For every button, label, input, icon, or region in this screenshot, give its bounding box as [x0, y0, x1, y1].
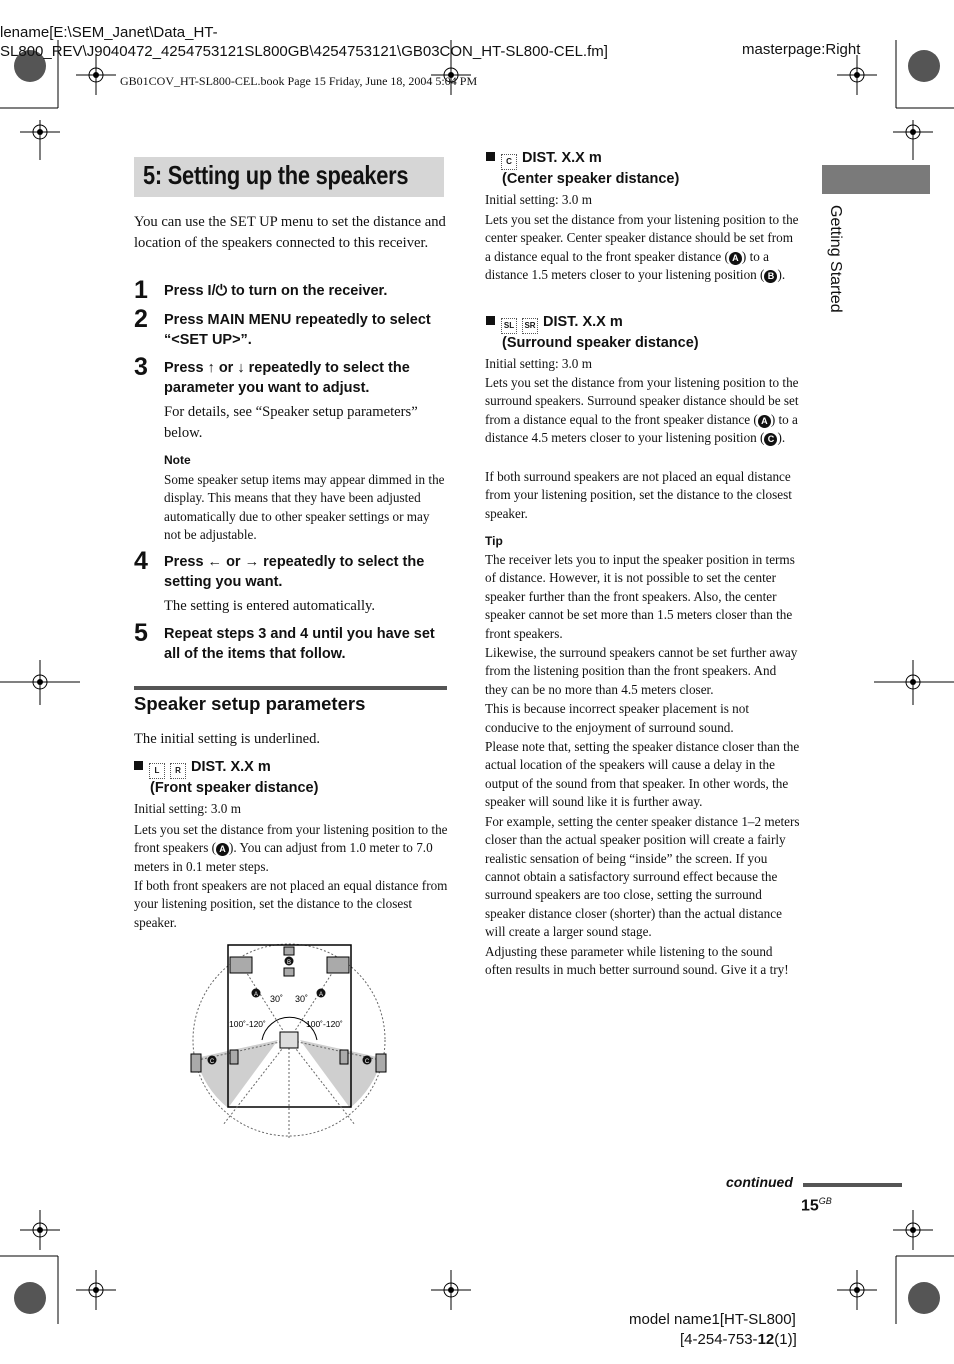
tip-para: This is because incorrect speaker placement is not conducive to the enjoyment of surround sound.: [485, 701, 750, 735]
front-heading: [134, 758, 449, 798]
speaker-placement-diagram: [188, 940, 393, 1145]
masterpage-label: masterpage:Right: [742, 41, 861, 58]
front-left-speaker-icon: L: [149, 763, 165, 779]
params-intro: The initial setting is underlined.: [134, 731, 321, 747]
angle-left-label: 30˚: [270, 994, 284, 1004]
marker-a-icon: A: [758, 415, 771, 428]
step-4-detail: The setting is entered automatically.: [164, 598, 375, 614]
diagram-marker-a-right: A: [318, 992, 324, 998]
surround-text-b: ) to a distance 4.5 meters closer to your listening position (: [485, 411, 798, 446]
surround-text: [485, 374, 800, 448]
section-rule: [134, 686, 447, 690]
params-section-title: Speaker setup parameters: [134, 693, 366, 714]
bullet-square-icon: [486, 316, 495, 325]
marker-b-icon: B: [764, 270, 777, 283]
sidebar-label: Getting Started: [827, 205, 844, 313]
range-left-label: 100˚-120˚: [229, 1019, 266, 1029]
front-subtitle: (Front speaker distance): [150, 780, 319, 796]
bullet-square-icon: [134, 761, 143, 770]
center-heading: [486, 149, 801, 189]
center-text-c: ).: [777, 267, 786, 283]
step-5-text: Repeat steps 3 and 4 until you have set all of the items that follow.: [164, 626, 435, 662]
surround-right-speaker-icon: SR: [522, 318, 538, 334]
marker-c-icon: C: [764, 433, 777, 446]
front-text-2: If both front speakers are not placed an equal distance from your listening position, set the distance to the closest speaker.: [134, 878, 448, 930]
model-code: [680, 1331, 797, 1348]
book-info: GB01COV_HT-SL800-CEL.book Page 15 Friday, June 18, 2004 5:04 PM: [120, 74, 478, 88]
filename-line-1: lename[E:\SEM_Janet\Data_HT-: [0, 24, 218, 41]
model-code-c: (1)]: [774, 1331, 797, 1348]
model-code-a: [4-254-753-: [680, 1331, 758, 1348]
center-text: [485, 211, 800, 285]
page-suffix: GB: [818, 1196, 832, 1206]
step-2-text: Press MAIN MENU repeatedly to select “<SET UP>”.: [164, 312, 431, 348]
step-2-number: 2: [134, 305, 148, 333]
center-subtitle: (Center speaker distance): [502, 171, 680, 187]
note-text: Some speaker setup items may appear dimmed in the display. This means that they have been adjusted automatically due to other speaker settings or may not be adjustable.: [164, 472, 445, 543]
front-text-1: [134, 821, 449, 876]
step-4-text: Press ← or → repeatedly to select the setting you want.: [164, 554, 425, 590]
diagram-marker-a-left: A: [253, 992, 259, 998]
angle-right-label: 30˚: [295, 994, 309, 1004]
center-speaker-icon: C: [501, 154, 517, 170]
step-3-text: Press ↑ or ↓ repeatedly to select the parameter you want to adjust.: [164, 360, 410, 396]
tip-para: Adjusting these parameter while listening to the sound often results in much better surround sound. Give it a try!: [485, 943, 789, 977]
front-right-speaker-icon: R: [170, 763, 186, 779]
tip-para: For example, setting the center speaker distance 1–2 meters closer than the actual speaker position will create a fairly realistic sensation of being “inside” the screen. If you cannot obtain a satisfactory surround effect because the surround speakers are too close, setting the surround speaker distance closer (shorter) than the actual distance will create a larger sound stage.: [485, 813, 800, 940]
marker-a-icon: A: [216, 843, 229, 856]
surround-text-c: ).: [777, 430, 786, 446]
page-title: 5: Setting up the speakers: [143, 160, 409, 190]
tip-para: Likewise, the surround speakers cannot be set further away from the listening position than the front speakers. And they can be no more than 4.5 meters closer.: [485, 645, 798, 697]
center-initial: Initial setting: 3.0 m: [485, 192, 592, 207]
model-name: model name1[HT-SL800]: [629, 1311, 796, 1328]
center-title: DIST. X.X m: [522, 150, 602, 166]
front-title: DIST. X.X m: [191, 759, 271, 775]
note-heading: Note: [164, 453, 191, 467]
page-number-value: 15: [801, 1197, 819, 1215]
diagram-marker-b: B: [286, 960, 292, 966]
surround-heading: [486, 313, 801, 353]
tip-para: The receiver lets you to input the speaker position in terms of distance. However, it is not possible to set the center speaker further than the front speakers. Also, the center speaker cannot be set more than 1.5 meters closer than the front speakers.: [485, 552, 795, 641]
section-tab: [822, 165, 930, 194]
continued-label: continued: [726, 1174, 793, 1190]
tip-para: Please note that, setting the speaker distance closer than the actual location of the speakers will cause a delay in the output of the sound from that speaker. In other words, the speaker will sound like it is further away.: [485, 739, 800, 810]
tip-body: [485, 551, 800, 979]
step-4-number: 4: [134, 547, 148, 575]
surround-title: DIST. X.X m: [543, 314, 623, 330]
continued-rule: [803, 1183, 902, 1187]
surround-text-a: Lets you set the distance from your listening position to the surround speakers. Surround speaker distance should be set from a distance equal to the front speaker distance (: [485, 375, 799, 427]
bullet-square-icon: [486, 152, 495, 161]
step-3-detail: For details, see “Speaker setup parameters” below.: [164, 404, 418, 441]
page-number: [801, 1196, 832, 1215]
marker-a-icon: A: [729, 252, 742, 265]
surround-left-speaker-icon: SL: [501, 318, 517, 334]
filename-line-2: SL800_REV\J9040472_4254753121SL800GB\4254753121\GB03CON_HT-SL800-CEL.fm]: [0, 43, 608, 60]
step-1-number: 1: [134, 276, 148, 304]
diagram-marker-c-left: C: [209, 1059, 215, 1065]
surround-text-2: If both surround speakers are not placed an equal distance from your listening position, set the distance to the closest speaker.: [485, 469, 792, 521]
front-text-1a: Lets you set the distance from your listening position to the front speakers (: [134, 822, 448, 856]
tip-heading: Tip: [485, 534, 503, 548]
surround-subtitle: (Surround speaker distance): [502, 335, 699, 351]
front-text-1b: ). You can adjust from 1.0 meter to 7.0 meters in 0.1 meter steps.: [134, 840, 433, 874]
surround-initial: Initial setting: 3.0 m: [485, 356, 592, 371]
front-initial: Initial setting: 3.0 m: [134, 801, 241, 816]
center-text-a: Lets you set the distance from your listening position to the center speaker. Center speaker distance should be set from a distance equal to the front speaker distance (: [485, 212, 799, 264]
sidebar-label-container: [826, 205, 856, 345]
intro-text: You can use the SET UP menu to set the distance and location of the speakers connected to this receiver.: [134, 214, 446, 251]
center-text-b: ) to a distance 1.5 meters closer to your listening position (: [485, 248, 769, 283]
step-1-text: Press I/⏻ to turn on the receiver.: [164, 283, 388, 299]
model-code-b: 12: [757, 1331, 775, 1348]
step-5-number: 5: [134, 619, 148, 647]
step-3-number: 3: [134, 353, 148, 381]
diagram-marker-c-right: C: [364, 1059, 370, 1065]
range-right-label: 100˚-120˚: [306, 1019, 343, 1029]
